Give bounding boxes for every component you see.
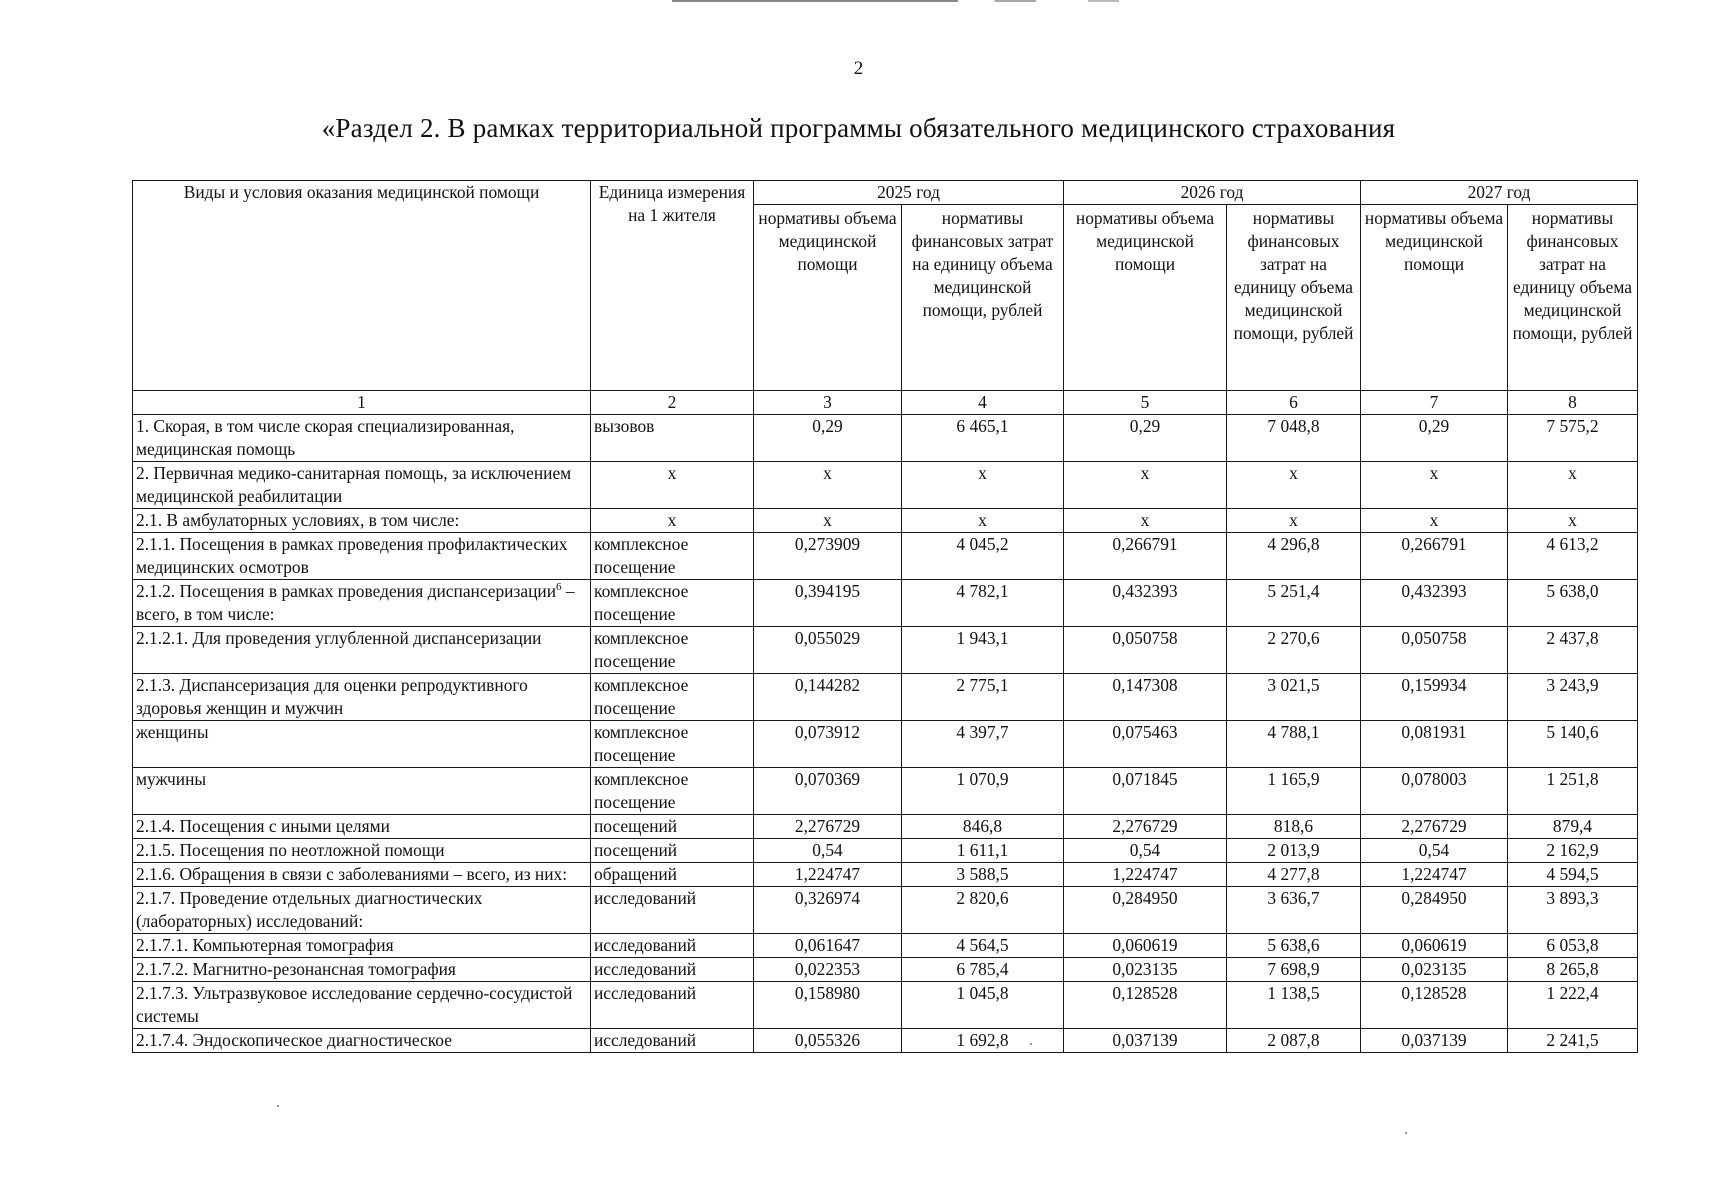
volume-norm-cell: 0,023135 <box>1064 958 1227 982</box>
column-number: 3 <box>754 391 902 415</box>
row-name-text: 2.1.1. Посещения в рамках проведения профилактических медицинских осмотров <box>136 534 568 577</box>
volume-norm-cell: 0,29 <box>754 415 902 462</box>
row-unit: комплексное посещение <box>591 674 754 721</box>
cost-norm-cell: 6 053,8 <box>1508 934 1638 958</box>
volume-norm-cell: 0,273909 <box>754 533 902 580</box>
cost-norm-cell: 5 251,4 <box>1227 580 1361 627</box>
table-row <box>133 982 1638 1029</box>
cost-norm-cell: 1 611,1 <box>902 839 1064 863</box>
volume-norm-cell: 0,284950 <box>1064 887 1227 934</box>
volume-norm-cell: 0,073912 <box>754 721 902 768</box>
row-name-text: 2.1.7.4. Эндоскопическое диагностическое <box>136 1030 452 1050</box>
row-name-text: 2.1.7.2. Магнитно-резонансная томография <box>136 959 456 979</box>
cost-norm-cell: х <box>1508 462 1638 509</box>
volume-norm-cell: 0,055029 <box>754 627 902 674</box>
header-volume-norm-2027: нормативы объема медицинской помощи <box>1361 205 1508 391</box>
row-name <box>133 839 591 863</box>
row-unit: исследований <box>591 958 754 982</box>
cost-norm-cell: 7 048,8 <box>1227 415 1361 462</box>
cost-norm-cell: 1 045,8 <box>902 982 1064 1029</box>
cost-norm-cell: 2 241,5 <box>1508 1029 1638 1053</box>
cost-norm-cell: х <box>1508 509 1638 533</box>
cost-norm-cell: 8 265,8 <box>1508 958 1638 982</box>
table-row <box>133 509 1638 533</box>
header-year-2026: 2026 год <box>1064 181 1361 205</box>
cost-norm-cell: 4 594,5 <box>1508 863 1638 887</box>
header-cost-norm-2025: нормативы финансовых затрат на единицу объема медицинской помощи, рублей <box>902 205 1064 391</box>
row-name <box>133 509 591 533</box>
cost-norm-cell: 2 270,6 <box>1227 627 1361 674</box>
volume-norm-cell: х <box>754 509 902 533</box>
cost-norm-cell: 1 943,1 <box>902 627 1064 674</box>
cost-norm-cell: 1 222,4 <box>1508 982 1638 1029</box>
table-row <box>133 674 1638 721</box>
scan-speck <box>277 1105 279 1107</box>
cost-norm-cell: 1 165,9 <box>1227 768 1361 815</box>
volume-norm-cell: 0,266791 <box>1361 533 1508 580</box>
volume-norm-cell: 0,54 <box>754 839 902 863</box>
volume-norm-cell: 0,070369 <box>754 768 902 815</box>
volume-norm-cell: х <box>1361 509 1508 533</box>
header-cost-norm-2027: нормативы финансовых затрат на единицу объема медицинской помощи, рублей <box>1508 205 1638 391</box>
cost-norm-cell: 4 397,7 <box>902 721 1064 768</box>
volume-norm-cell: 0,037139 <box>1361 1029 1508 1053</box>
volume-norm-cell: 2,276729 <box>754 815 902 839</box>
cost-norm-cell: 1 070,9 <box>902 768 1064 815</box>
row-name-text: 2.1.2. Посещения в рамках проведения диспансеризации <box>136 581 556 601</box>
volume-norm-cell: 0,060619 <box>1064 934 1227 958</box>
row-unit: исследований <box>591 1029 754 1053</box>
volume-norm-cell: 0,071845 <box>1064 768 1227 815</box>
volume-norm-cell: 0,326974 <box>754 887 902 934</box>
volume-norm-cell: 0,284950 <box>1361 887 1508 934</box>
volume-norm-cell: 0,050758 <box>1064 627 1227 674</box>
norms-table <box>132 180 1638 1053</box>
volume-norm-cell: 1,224747 <box>754 863 902 887</box>
column-number: 1 <box>133 391 591 415</box>
row-name <box>133 1029 591 1053</box>
table-row <box>133 1029 1638 1053</box>
cost-norm-cell: х <box>902 462 1064 509</box>
volume-norm-cell: 0,29 <box>1064 415 1227 462</box>
volume-norm-cell: 2,276729 <box>1361 815 1508 839</box>
scan-speck <box>1030 1043 1032 1045</box>
volume-norm-cell: 0,078003 <box>1361 768 1508 815</box>
cost-norm-cell: 846,8 <box>902 815 1064 839</box>
row-name <box>133 958 591 982</box>
header-year-2027: 2027 год <box>1361 181 1638 205</box>
row-name <box>133 887 591 934</box>
volume-norm-cell: 0,081931 <box>1361 721 1508 768</box>
row-name <box>133 415 591 462</box>
volume-norm-cell: х <box>754 462 902 509</box>
row-unit: исследований <box>591 982 754 1029</box>
scan-speck <box>1405 1132 1407 1134</box>
row-unit: вызовов <box>591 415 754 462</box>
cost-norm-cell: 7 698,9 <box>1227 958 1361 982</box>
row-name-text: 2.1.7. Проведение отдельных диагностических (лабораторных) исследований: <box>136 888 483 931</box>
volume-norm-cell: 0,158980 <box>754 982 902 1029</box>
table-row <box>133 768 1638 815</box>
row-unit: комплексное посещение <box>591 580 754 627</box>
volume-norm-cell: 0,394195 <box>754 580 902 627</box>
row-name-text: 2.1.5. Посещения по неотложной помощи <box>136 840 445 860</box>
row-name-tail: – всего, в том числе: <box>136 581 575 624</box>
cost-norm-cell: 5 638,0 <box>1508 580 1638 627</box>
row-unit: посещений <box>591 815 754 839</box>
cost-norm-cell: 7 575,2 <box>1508 415 1638 462</box>
row-name <box>133 533 591 580</box>
row-unit: исследований <box>591 934 754 958</box>
cost-norm-cell: 1 692,8 <box>902 1029 1064 1053</box>
volume-norm-cell: 0,54 <box>1361 839 1508 863</box>
cost-norm-cell: 4 782,1 <box>902 580 1064 627</box>
cost-norm-cell: 879,4 <box>1508 815 1638 839</box>
row-name <box>133 982 591 1029</box>
table-row <box>133 533 1638 580</box>
cost-norm-cell: 5 140,6 <box>1508 721 1638 768</box>
row-name <box>133 627 591 674</box>
cost-norm-cell: 4 613,2 <box>1508 533 1638 580</box>
volume-norm-cell: 0,432393 <box>1361 580 1508 627</box>
table-row <box>133 580 1638 627</box>
volume-norm-cell: 0,147308 <box>1064 674 1227 721</box>
footnote-marker: 6 <box>556 581 562 594</box>
header-unit: Единица измерения на 1 жителя <box>591 181 754 391</box>
row-name <box>133 815 591 839</box>
cost-norm-cell: 4 788,1 <box>1227 721 1361 768</box>
row-name <box>133 863 591 887</box>
row-name-text: 2.1.2.1. Для проведения углубленной диспансеризации <box>136 628 542 648</box>
row-name-text: 1. Скорая, в том числе скорая специализированная, медицинская помощь <box>136 416 515 459</box>
cost-norm-cell: 2 775,1 <box>902 674 1064 721</box>
volume-norm-cell: х <box>1064 462 1227 509</box>
volume-norm-cell: 0,055326 <box>754 1029 902 1053</box>
table-row <box>133 863 1638 887</box>
row-unit: комплексное посещение <box>591 721 754 768</box>
cost-norm-cell: 4 296,8 <box>1227 533 1361 580</box>
cost-norm-cell: 2 162,9 <box>1508 839 1638 863</box>
volume-norm-cell: х <box>1064 509 1227 533</box>
cost-norm-cell: х <box>1227 509 1361 533</box>
cost-norm-cell: 2 087,8 <box>1227 1029 1361 1053</box>
volume-norm-cell: 1,224747 <box>1361 863 1508 887</box>
row-name-text: мужчины <box>136 769 207 789</box>
scan-artifact-line <box>672 0 1192 2</box>
row-unit: комплексное посещение <box>591 533 754 580</box>
row-name <box>133 934 591 958</box>
row-name <box>133 580 591 627</box>
header-volume-norm-2025: нормативы объема медицинской помощи <box>754 205 902 391</box>
table-row <box>133 462 1638 509</box>
cost-norm-cell: 1 251,8 <box>1508 768 1638 815</box>
header-row-years <box>133 181 1638 205</box>
header-cost-norm-2026: нормативы финансовых затрат на единицу объема медицинской помощи, рублей <box>1227 205 1361 391</box>
cost-norm-cell: 4 277,8 <box>1227 863 1361 887</box>
cost-norm-cell: 4 045,2 <box>902 533 1064 580</box>
header-year-2025: 2025 год <box>754 181 1064 205</box>
volume-norm-cell: 0,159934 <box>1361 674 1508 721</box>
volume-norm-cell: 0,54 <box>1064 839 1227 863</box>
page-number: 2 <box>853 58 864 79</box>
volume-norm-cell: 0,432393 <box>1064 580 1227 627</box>
volume-norm-cell: 0,144282 <box>754 674 902 721</box>
table-row <box>133 721 1638 768</box>
row-name <box>133 674 591 721</box>
table-row <box>133 415 1638 462</box>
cost-norm-cell: 6 785,4 <box>902 958 1064 982</box>
volume-norm-cell: 0,023135 <box>1361 958 1508 982</box>
table-row <box>133 815 1638 839</box>
volume-norm-cell: 0,075463 <box>1064 721 1227 768</box>
volume-norm-cell: 1,224747 <box>1064 863 1227 887</box>
volume-norm-cell: 0,022353 <box>754 958 902 982</box>
row-name-text: женщины <box>136 722 209 742</box>
cost-norm-cell: 818,6 <box>1227 815 1361 839</box>
row-unit: х <box>591 462 754 509</box>
cost-norm-cell: 4 564,5 <box>902 934 1064 958</box>
cost-norm-cell: 2 820,6 <box>902 887 1064 934</box>
cost-norm-cell: 3 021,5 <box>1227 674 1361 721</box>
volume-norm-cell: 0,128528 <box>1064 982 1227 1029</box>
row-name <box>133 462 591 509</box>
table-row <box>133 887 1638 934</box>
row-unit: комплексное посещение <box>591 768 754 815</box>
volume-norm-cell: 0,037139 <box>1064 1029 1227 1053</box>
table-body <box>133 415 1638 1053</box>
column-number: 7 <box>1361 391 1508 415</box>
column-number: 6 <box>1227 391 1361 415</box>
volume-norm-cell: 0,050758 <box>1361 627 1508 674</box>
row-name-text: 2.1.6. Обращения в связи с заболеваниями – всего, из них: <box>136 864 568 884</box>
row-name <box>133 768 591 815</box>
column-number: 4 <box>902 391 1064 415</box>
column-number: 8 <box>1508 391 1638 415</box>
cost-norm-cell: 1 138,5 <box>1227 982 1361 1029</box>
row-unit: посещений <box>591 839 754 863</box>
volume-norm-cell: 2,276729 <box>1064 815 1227 839</box>
row-unit: комплексное посещение <box>591 627 754 674</box>
column-number: 5 <box>1064 391 1227 415</box>
row-name-text: 2.1.3. Диспансеризация для оценки репродуктивного здоровья женщин и мужчин <box>136 675 528 718</box>
volume-norm-cell: 0,29 <box>1361 415 1508 462</box>
volume-norm-cell: 0,061647 <box>754 934 902 958</box>
row-name-text: 2. Первичная медико-санитарная помощь, за исключением медицинской реабилитации <box>136 463 572 506</box>
cost-norm-cell: 3 588,5 <box>902 863 1064 887</box>
row-name-text: 2.1.7.1. Компьютерная томография <box>136 935 394 955</box>
header-row-column-numbers <box>133 391 1638 415</box>
cost-norm-cell: х <box>1227 462 1361 509</box>
volume-norm-cell: х <box>1361 462 1508 509</box>
header-kind: Виды и условия оказания медицинской помощи <box>133 181 591 391</box>
volume-norm-cell: 0,128528 <box>1361 982 1508 1029</box>
column-number: 2 <box>591 391 754 415</box>
cost-norm-cell: 2 437,8 <box>1508 627 1638 674</box>
cost-norm-cell: х <box>902 509 1064 533</box>
table-row <box>133 627 1638 674</box>
row-name-text: 2.1.7.3. Ультразвуковое исследование сердечно-сосудистой системы <box>136 983 573 1026</box>
volume-norm-cell: 0,060619 <box>1361 934 1508 958</box>
row-name-text: 2.1.4. Посещения с иными целями <box>136 816 390 836</box>
volume-norm-cell: 0,266791 <box>1064 533 1227 580</box>
table-row <box>133 958 1638 982</box>
cost-norm-cell: 3 243,9 <box>1508 674 1638 721</box>
row-name-text: 2.1. В амбулаторных условиях, в том числе: <box>136 510 460 530</box>
cost-norm-cell: 3 893,3 <box>1508 887 1638 934</box>
row-name <box>133 721 591 768</box>
cost-norm-cell: 6 465,1 <box>902 415 1064 462</box>
row-unit: обращений <box>591 863 754 887</box>
row-unit: х <box>591 509 754 533</box>
header-volume-norm-2026: нормативы объема медицинской помощи <box>1064 205 1227 391</box>
cost-norm-cell: 3 636,7 <box>1227 887 1361 934</box>
cost-norm-cell: 5 638,6 <box>1227 934 1361 958</box>
table-row <box>133 839 1638 863</box>
cost-norm-cell: 2 013,9 <box>1227 839 1361 863</box>
table-row <box>133 934 1638 958</box>
section-title: «Раздел 2. В рамках территориальной программы обязательного медицинского страхования <box>321 113 1396 143</box>
row-unit: исследований <box>591 887 754 934</box>
